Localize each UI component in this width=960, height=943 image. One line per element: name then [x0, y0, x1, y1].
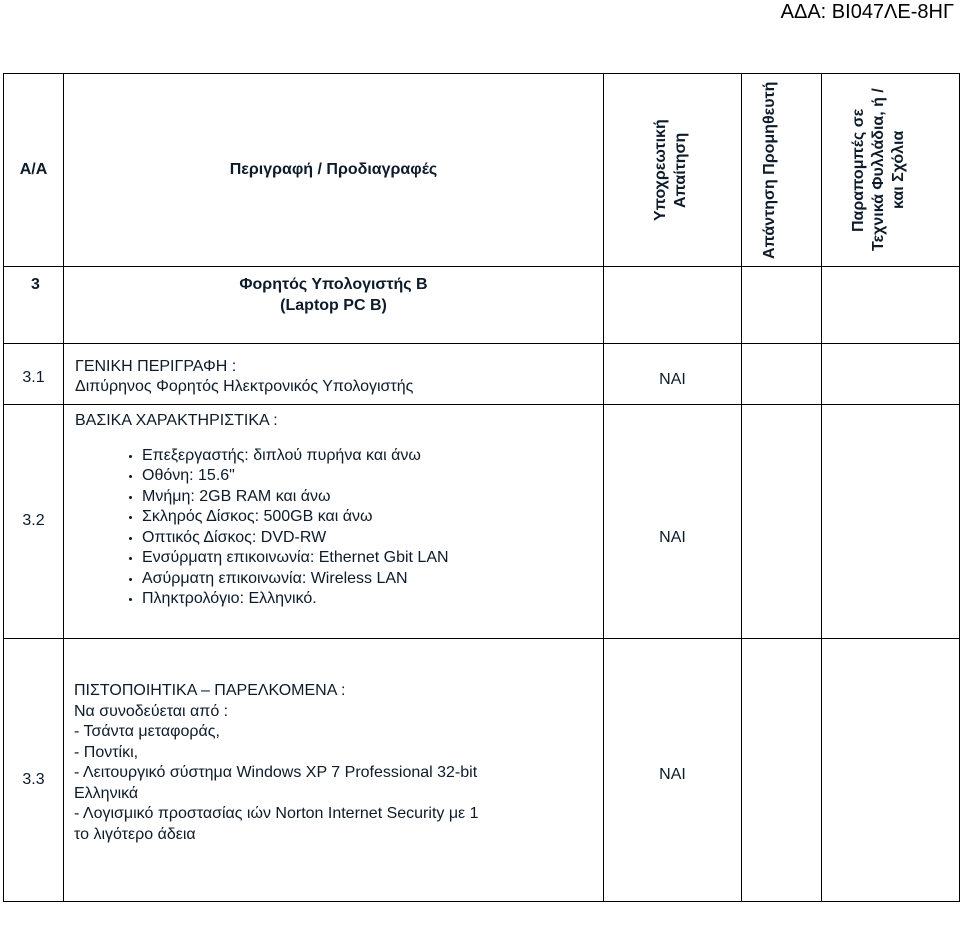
- row-3-2: [4, 405, 960, 639]
- header-aa: Α/Α: [4, 74, 64, 267]
- list-item: • Οθόνη: 15.6": [142, 466, 603, 487]
- list-item: • Ενσύρματη επικοινωνία: Ethernet Gbit LAN: [142, 548, 603, 569]
- list-item: • Οπτικός Δίσκος: DVD-RW: [142, 528, 603, 549]
- row-references: [822, 639, 960, 902]
- row-references: [822, 405, 960, 639]
- header-supplier-cell: [742, 74, 822, 267]
- section-row: [4, 267, 960, 344]
- row-supplier-response: [742, 405, 822, 639]
- header-description: Περιγραφή / Προδιαγραφές: [64, 74, 604, 267]
- row-number: 3.3: [4, 639, 64, 902]
- row-number: 3.1: [4, 344, 64, 405]
- section-number: 3: [4, 267, 64, 344]
- row-requirement: ΝΑΙ: [604, 639, 742, 902]
- section-title: Φορητός Υπολογιστής Β: [239, 276, 428, 293]
- row-heading: ΠΙΣΤΟΠΟΙΗΤΙΚΑ – ΠΑΡΕΛΚΟΜΕΝΑ :: [74, 682, 346, 699]
- row-line: - Τσάντα μεταφοράς,: [74, 723, 220, 740]
- header-references-cell: [822, 74, 960, 267]
- section-mandatory-cell: [604, 267, 742, 344]
- row-description: [64, 344, 604, 405]
- section-supplier-cell: [742, 267, 822, 344]
- header-supplier-response: Απάντηση Προμηθευτή: [760, 81, 778, 259]
- list-item: • Επεξεργαστής: διπλού πυρήνα και άνω: [142, 446, 603, 467]
- header-mandatory-cell: [604, 74, 742, 267]
- row-3-1: [4, 344, 960, 405]
- row-supplier-response: [742, 639, 822, 902]
- row-line: Να συνοδεύεται από :: [74, 702, 229, 720]
- row-line: το λιγότερο άδεια: [74, 825, 196, 843]
- list-item: • Μνήμη: 2GB RAM και άνω: [142, 487, 603, 508]
- row-requirement: ΝΑΙ: [604, 405, 742, 639]
- list-item: • Σκληρός Δίσκος: 500GB και άνω: [142, 507, 603, 528]
- row-line: - Λειτουργικό σύστημα Windows XP 7 Professional 32-bit: [74, 764, 478, 781]
- list-item: • Πληκτρολόγιο: Ελληνικό.: [142, 589, 603, 610]
- feature-list: [75, 446, 603, 610]
- row-references: [822, 344, 960, 405]
- row-requirement: ΝΑΙ: [604, 344, 742, 405]
- spec-table: [3, 73, 960, 902]
- row-heading: ΒΑΣΙΚΑ ΧΑΡΑΚΤΗΡΙΣΤΙΚΑ :: [75, 412, 278, 429]
- header-mandatory: Υποχρεωτική Απαίτηση: [651, 119, 689, 221]
- row-3-3: [4, 639, 960, 902]
- row-line: - Ποντίκι,: [74, 743, 139, 761]
- row-text: Διπύρηνος Φορητός Ηλεκτρονικός Υπολογιστής: [75, 378, 414, 395]
- row-line: Ελληνικά: [74, 784, 139, 802]
- row-description: [64, 639, 604, 902]
- header-row: [4, 74, 960, 267]
- row-heading: ΓΕΝΙΚΗ ΠΕΡΙΓΡΑΦΗ :: [75, 357, 237, 375]
- section-references-cell: [822, 267, 960, 344]
- row-supplier-response: [742, 344, 822, 405]
- section-subtitle: (Laptop PC B): [280, 296, 387, 314]
- row-line: - Λογισμικό προστασίας ιών Norton Internet Security με 1: [74, 805, 479, 822]
- section-title-cell: [64, 267, 604, 344]
- row-number: 3.2: [4, 405, 64, 639]
- list-item: • Ασύρματη επικοινωνία: Wireless LAN: [142, 569, 603, 590]
- row-description: [64, 405, 604, 639]
- ada-code: ΑΔΑ: ΒΙ047ΛΕ-8ΗΓ: [780, 1, 954, 23]
- header-references: Παραπομπές σε Τεχνικά Φυλλάδια, ή / και Σχόλια: [849, 88, 907, 252]
